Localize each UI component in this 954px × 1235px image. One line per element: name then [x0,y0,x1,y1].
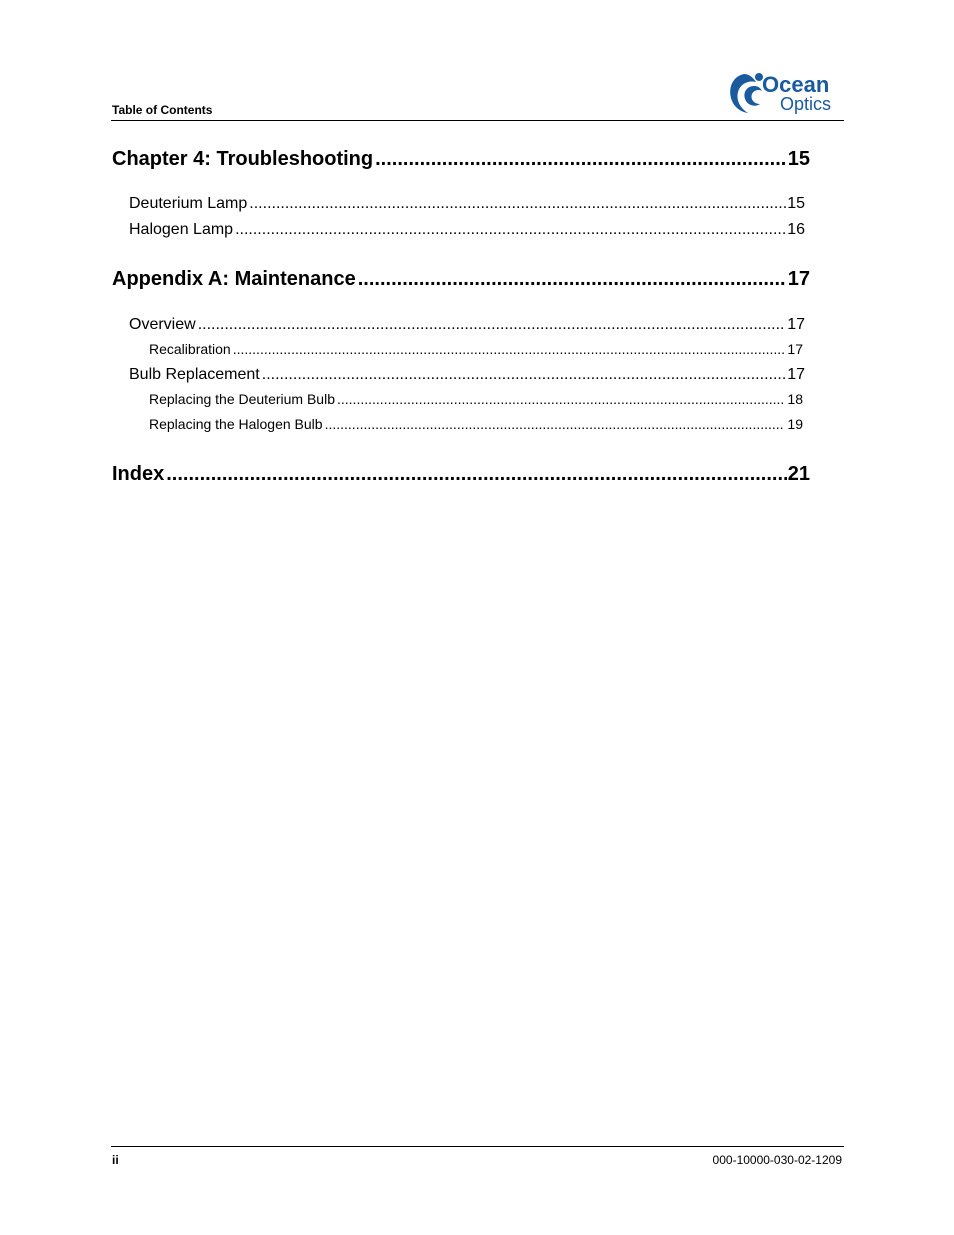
header-rule [111,120,844,121]
toc-entry-page: 17 [787,341,803,357]
toc-replacing-deuterium-bulb[interactable] [149,391,803,409]
toc-entry-title: Replacing the Halogen Bulb [149,416,323,432]
toc-entry-page: 17 [787,316,805,333]
ocean-optics-logo [726,68,846,118]
toc-entry-title: Halogen Lamp [129,221,234,238]
toc-leader [249,195,786,213]
toc-leader [262,366,786,384]
toc-entry-title: Index [112,463,165,485]
toc-entry-page: 17 [787,268,810,290]
toc-leader [166,463,787,486]
toc-entry-page: 15 [787,195,805,212]
footer-doc-number: 000-10000-030-02-1209 [712,1153,842,1167]
toc-entry-title: Appendix A: Maintenance [112,268,356,290]
toc-entry-page: 16 [787,221,805,238]
toc-index[interactable] [112,463,810,489]
toc-leader [375,148,787,171]
toc-leader [325,416,785,432]
toc-leader [233,341,785,357]
toc-leader [337,391,784,407]
toc-entry-page: 21 [787,463,810,485]
toc-entry-page: 19 [787,416,803,432]
logo-word-ocean: Ocean [762,72,830,97]
toc-chapter-4[interactable] [112,148,810,174]
toc-leader [198,316,787,334]
toc-overview[interactable] [129,316,805,336]
toc-bulb-replacement[interactable] [129,366,805,386]
toc-entry-title: Deuterium Lamp [129,195,248,212]
footer-page-number: ii [112,1153,119,1167]
toc-entry-title: Overview [129,316,196,333]
toc-leader [235,221,786,239]
toc-entry-page: 17 [787,366,805,383]
toc-entry-title: Recalibration [149,341,231,357]
toc-replacing-halogen-bulb[interactable] [149,416,803,434]
toc-entry-page: 18 [787,391,803,407]
logo-word-optics: Optics [780,94,832,114]
toc-deuterium-lamp[interactable] [129,195,805,215]
toc-entry-page: 15 [787,148,810,170]
toc-entry-title: Chapter 4: Troubleshooting [112,148,374,170]
toc-entry-title: Replacing the Deuterium Bulb [149,391,335,407]
toc-entry-title: Bulb Replacement [129,366,260,383]
wave-swirl-icon [730,73,763,113]
header-section-label: Table of Contents [112,103,213,117]
toc-appendix-a[interactable] [112,268,810,294]
toc-halogen-lamp[interactable] [129,221,805,241]
toc-leader [358,268,787,291]
footer-rule [111,1146,844,1147]
toc-recalibration[interactable] [149,341,803,359]
